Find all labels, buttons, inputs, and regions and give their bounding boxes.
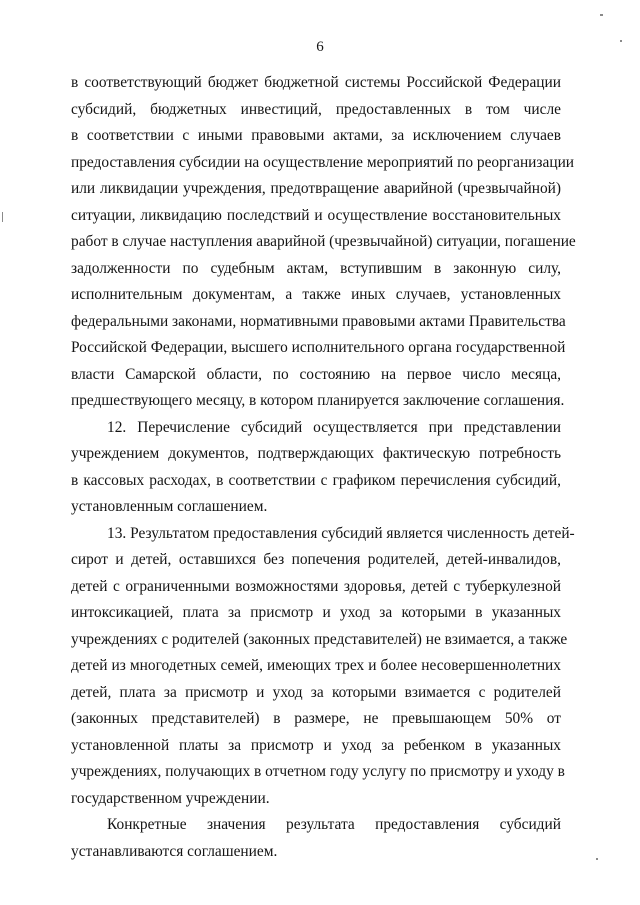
text-line: ситуации, ликвидацию последствий и осуществление восстановительных bbox=[71, 206, 561, 224]
text-line: сирот и детей, оставшихся без попечения родителей, детей-инвалидов, bbox=[71, 551, 561, 568]
scan-artifact-mark bbox=[620, 40, 622, 42]
text-line: учреждениях, получающих в отчетном году услугу по присмотру и уходу в bbox=[71, 763, 565, 780]
paragraph-item-12 bbox=[71, 415, 561, 521]
paragraph-item-13 bbox=[71, 521, 575, 813]
text-line: субсидий, бюджетных инвестиций, предоставленных в том числе bbox=[71, 100, 561, 118]
paragraph-concrete-values bbox=[71, 812, 561, 865]
text-line: задолженности по судебным актам, вступившим в законную силу, bbox=[71, 259, 561, 277]
text-line: в соответствии с иными правовыми актами, за исключением случаев bbox=[71, 127, 561, 144]
text-line: предоставления субсидии на осуществление мероприятий по реорганизации bbox=[71, 153, 575, 171]
text-line: федеральными законами, нормативными правовыми актами Правительства bbox=[71, 312, 566, 330]
text-line: предшествующего месяцу, в котором планируется заключение соглашения. bbox=[71, 392, 565, 409]
text-line: установленным соглашением. bbox=[71, 498, 268, 515]
text-line: детей, плата за присмотр и уход за которыми взимается с родителей bbox=[71, 683, 561, 701]
text-line: власти Самарской области, по состоянию на первое число месяца, bbox=[71, 365, 561, 383]
page-number: 6 bbox=[316, 39, 324, 55]
text-line: работ в случае наступления аварийной (чрезвычайной) ситуации, погашение bbox=[71, 233, 576, 250]
text-line: 13. Результатом предоставления субсидий является численность детей- bbox=[107, 524, 575, 542]
text-line: (законных представителей) в размере, не превышающем 50% от bbox=[71, 710, 561, 727]
text-line: в соответствующий бюджет бюджетной системы Российской Федерации bbox=[71, 74, 561, 91]
text-line: учреждением документов, подтверждающих фактическую потребность bbox=[71, 445, 561, 462]
body-text bbox=[71, 70, 576, 865]
text-line: или ликвидации учреждения, предотвращение аварийной (чрезвычайной) bbox=[71, 180, 561, 197]
paragraph-continuation bbox=[71, 70, 576, 415]
text-line: детей из многодетных семей, имеющих трех и более несовершеннолетних bbox=[71, 657, 561, 674]
text-line: Конкретные значения результата предоставления субсидий bbox=[107, 816, 561, 833]
text-line: установленной платы за присмотр и уход за ребенком в указанных bbox=[71, 736, 561, 754]
text-line: государственном учреждении. bbox=[71, 789, 270, 807]
text-line: 12. Перечисление субсидий осуществляется при представлении bbox=[107, 418, 561, 436]
text-line: устанавливаются соглашением. bbox=[71, 842, 278, 860]
text-line: интоксикацией, плата за присмотр и уход за которыми в указанных bbox=[71, 604, 561, 621]
text-line: Российской Федерации, высшего исполнительного органа государственной bbox=[71, 339, 566, 356]
text-line: детей с ограниченными возможностями здоровья, детей с туберкулезной bbox=[71, 577, 561, 595]
text-line: исполнительным документам, а также иных случаев, установленных bbox=[71, 286, 561, 303]
scan-artifact-mark bbox=[596, 858, 598, 860]
scan-artifact-mark bbox=[600, 14, 603, 16]
text-line: в кассовых расходах, в соответствии с графиком перечисления субсидий, bbox=[71, 471, 561, 489]
scan-artifact-mark bbox=[2, 212, 3, 222]
text-line: учреждениях с родителей (законных представителей) не взимается, а также bbox=[71, 630, 568, 648]
